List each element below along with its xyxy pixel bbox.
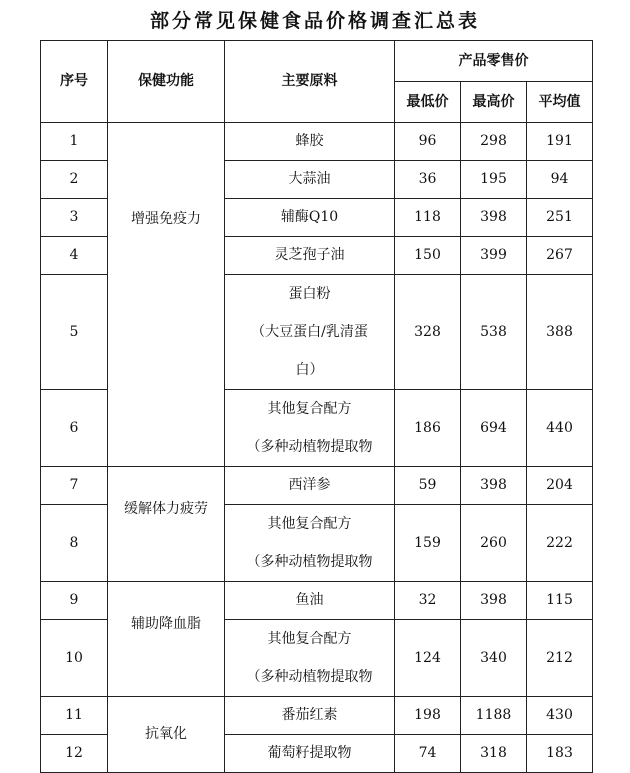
function-cell: 抗氧化 bbox=[108, 697, 225, 773]
avg-price: 440 bbox=[527, 390, 593, 467]
min-price: 74 bbox=[395, 735, 461, 773]
material-cell: 鱼油 bbox=[225, 582, 395, 620]
avg-price: 388 bbox=[527, 275, 593, 390]
header-price-group: 产品零售价 bbox=[395, 41, 593, 82]
avg-price: 115 bbox=[527, 582, 593, 620]
header-max: 最高价 bbox=[461, 82, 527, 123]
material-line: （多种动植物提取物 bbox=[246, 439, 373, 455]
table-row bbox=[41, 582, 593, 620]
min-price: 59 bbox=[395, 467, 461, 505]
row-index: 11 bbox=[41, 697, 108, 735]
min-price: 159 bbox=[395, 505, 461, 582]
min-price: 32 bbox=[395, 582, 461, 620]
max-price: 1188 bbox=[461, 697, 527, 735]
max-price: 318 bbox=[461, 735, 527, 773]
avg-price: 183 bbox=[527, 735, 593, 773]
row-index: 3 bbox=[41, 199, 108, 237]
material-cell: 辅酶Q10 bbox=[225, 199, 395, 237]
table-row bbox=[41, 467, 593, 505]
row-index: 4 bbox=[41, 237, 108, 275]
page-title: 部分常见保健食品价格调查汇总表 bbox=[149, 10, 480, 32]
row-index: 12 bbox=[41, 735, 108, 773]
max-price: 340 bbox=[461, 620, 527, 697]
material-cell: 番茄红素 bbox=[225, 697, 395, 735]
max-price: 398 bbox=[461, 467, 527, 505]
material-line: 蛋白粉 bbox=[288, 286, 331, 302]
min-price: 118 bbox=[395, 199, 461, 237]
avg-price: 204 bbox=[527, 467, 593, 505]
avg-price: 430 bbox=[527, 697, 593, 735]
header-index: 序号 bbox=[41, 41, 108, 123]
min-price: 150 bbox=[395, 237, 461, 275]
min-price: 96 bbox=[395, 123, 461, 161]
material-cell bbox=[225, 505, 395, 582]
material-cell bbox=[225, 390, 395, 467]
min-price: 36 bbox=[395, 161, 461, 199]
header-function: 保健功能 bbox=[108, 41, 225, 123]
max-price: 260 bbox=[461, 505, 527, 582]
material-cell: 葡萄籽提取物 bbox=[225, 735, 395, 773]
function-cell: 辅助降血脂 bbox=[108, 582, 225, 697]
min-price: 124 bbox=[395, 620, 461, 697]
max-price: 538 bbox=[461, 275, 527, 390]
avg-price: 191 bbox=[527, 123, 593, 161]
min-price: 198 bbox=[395, 697, 461, 735]
max-price: 298 bbox=[461, 123, 527, 161]
row-index: 2 bbox=[41, 161, 108, 199]
max-price: 398 bbox=[461, 582, 527, 620]
row-index: 6 bbox=[41, 390, 108, 467]
material-cell: 大蒜油 bbox=[225, 161, 395, 199]
max-price: 399 bbox=[461, 237, 527, 275]
avg-price: 212 bbox=[527, 620, 593, 697]
material-line: （多种动植物提取物 bbox=[246, 554, 373, 570]
material-line: 其他复合配方 bbox=[267, 401, 352, 417]
min-price: 186 bbox=[395, 390, 461, 467]
min-price: 328 bbox=[395, 275, 461, 390]
material-line: 其他复合配方 bbox=[267, 631, 352, 647]
material-line: （大豆蛋白/乳清蛋 bbox=[251, 324, 368, 340]
material-cell: 西洋参 bbox=[225, 467, 395, 505]
avg-price: 251 bbox=[527, 199, 593, 237]
row-index: 1 bbox=[41, 123, 108, 161]
row-index: 9 bbox=[41, 582, 108, 620]
function-cell: 增强免疫力 bbox=[108, 123, 225, 467]
material-cell: 蜂胶 bbox=[225, 123, 395, 161]
max-price: 398 bbox=[461, 199, 527, 237]
material-line: （多种动植物提取物 bbox=[246, 669, 373, 685]
row-index: 10 bbox=[41, 620, 108, 697]
function-cell: 缓解体力疲劳 bbox=[108, 467, 225, 582]
row-index: 8 bbox=[41, 505, 108, 582]
material-cell: 灵芝孢子油 bbox=[225, 237, 395, 275]
table-row bbox=[41, 697, 593, 735]
max-price: 195 bbox=[461, 161, 527, 199]
material-cell bbox=[225, 620, 395, 697]
material-line: 白） bbox=[295, 362, 324, 378]
header-min: 最低价 bbox=[395, 82, 461, 123]
header-material: 主要原料 bbox=[225, 41, 395, 123]
max-price: 694 bbox=[461, 390, 527, 467]
table-row bbox=[41, 123, 593, 161]
material-cell bbox=[225, 275, 395, 390]
row-index: 5 bbox=[41, 275, 108, 390]
avg-price: 222 bbox=[527, 505, 593, 582]
avg-price: 267 bbox=[527, 237, 593, 275]
material-line: 其他复合配方 bbox=[267, 516, 352, 532]
header-avg: 平均值 bbox=[527, 82, 593, 123]
avg-price: 94 bbox=[527, 161, 593, 199]
price-table bbox=[40, 40, 593, 773]
row-index: 7 bbox=[41, 467, 108, 505]
